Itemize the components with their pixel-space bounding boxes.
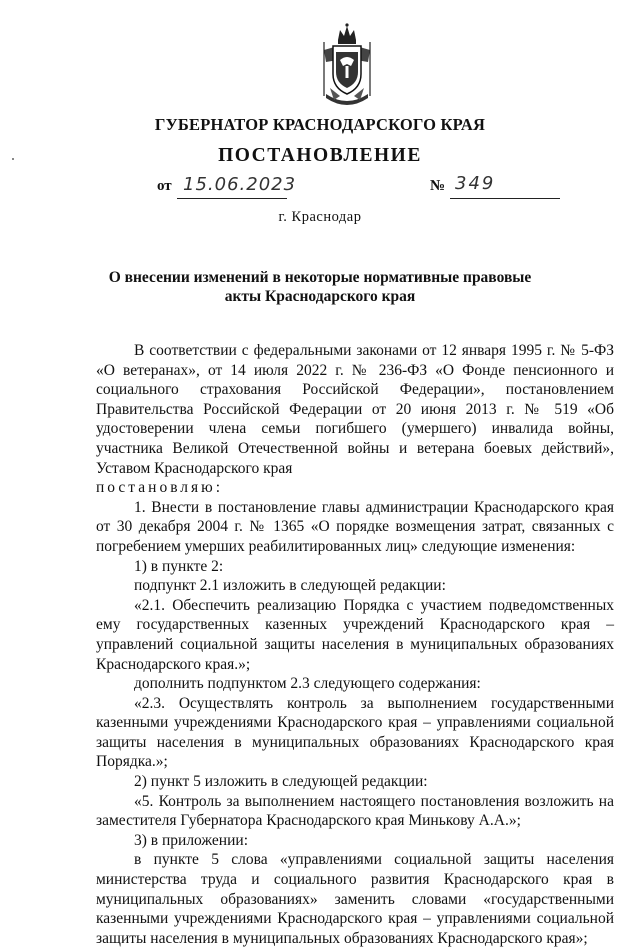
issuing-authority: ГУБЕРНАТОР КРАСНОДАРСКОГО КРАЯ [154,115,486,134]
number-underline [450,198,560,199]
issuance-city: г. Краснодар [278,209,362,225]
number-prefix: № [430,178,446,194]
document-body [96,341,614,948]
body-paragraph: 2) пункт 5 изложить в следующей редакции: [134,773,428,791]
date-underline [177,198,287,199]
body-paragraph: «2.3. Осуществлять контроль за выполнением государственными казенными учреждениями Краснодарского края – управлениями социальной защиты населения в муниципальных образованиях Краснодарского края Порядка.»; [96,694,614,771]
document-type-title: ПОСТАНОВЛЕНИЕ [218,145,422,166]
body-paragraph: «5. Контроль за выполнением настоящего постановления возложить на заместителя Губернатора Краснодарского края Минькову А.А.»; [96,792,614,830]
handwritten-number: 349 [455,173,496,194]
body-paragraph: «2.1. Обеспечить реализацию Порядка с участием подведомственных ему государственных казенных учреждений Краснодарского края – управлений социальной защиты населения в муниципальных образованиях Краснодарского края.»; [96,596,614,673]
body-paragraph: 1. Внести в постановление главы администрации Краснодарского края от 30 декабря 2004 г. № 1365 «О порядке возмещения затрат, связанных с погребением умерших реабилитированных лиц» следующие изменения: [96,498,614,555]
body-paragraph: подпункт 2.1 изложить в следующей редакции: [134,577,446,595]
body-paragraph: 1) в пункте 2: [134,557,224,575]
body-paragraph: дополнить подпунктом 2.3 следующего содержания: [134,675,481,693]
date-prefix: от [157,178,172,194]
body-paragraph: в пункте 5 слова «управлениями социальной защиты населения министерства труда и социального развития Краснодарского края в муниципальных образованиях» заменить словами «государственными казенными учреждениями Краснодарского края – управлениями социальной защиты населения в муниципальных образованиях Краснодарского края»; [96,851,614,947]
body-paragraph: 3) в приложении: [134,831,248,849]
resolution-keyword: постановляю: [96,479,224,497]
preamble-paragraph: В соответствии с федеральными законами от 12 января 1995 г. № 5-ФЗ «О ветеранах», от 14 июля 2022 г. № 236-ФЗ «О Фонде пенсионного и социального страхования Российской Федерации», постановлением Правительства Российской Федерации от 20 июня 2013 г. № 519 «Об удостоверении члена семьи погибшего (умершего) инвалида войны, участника Великой Отечественной войны и ветерана боевых действий», Уставом Краснодарского края [96,342,614,477]
handwritten-date: 15.06.2023 [183,174,297,195]
document-subject: О внесении изменений в некоторые нормативные правовые акты Краснодарского края [108,269,532,305]
coat-of-arms-emblem [318,22,376,106]
